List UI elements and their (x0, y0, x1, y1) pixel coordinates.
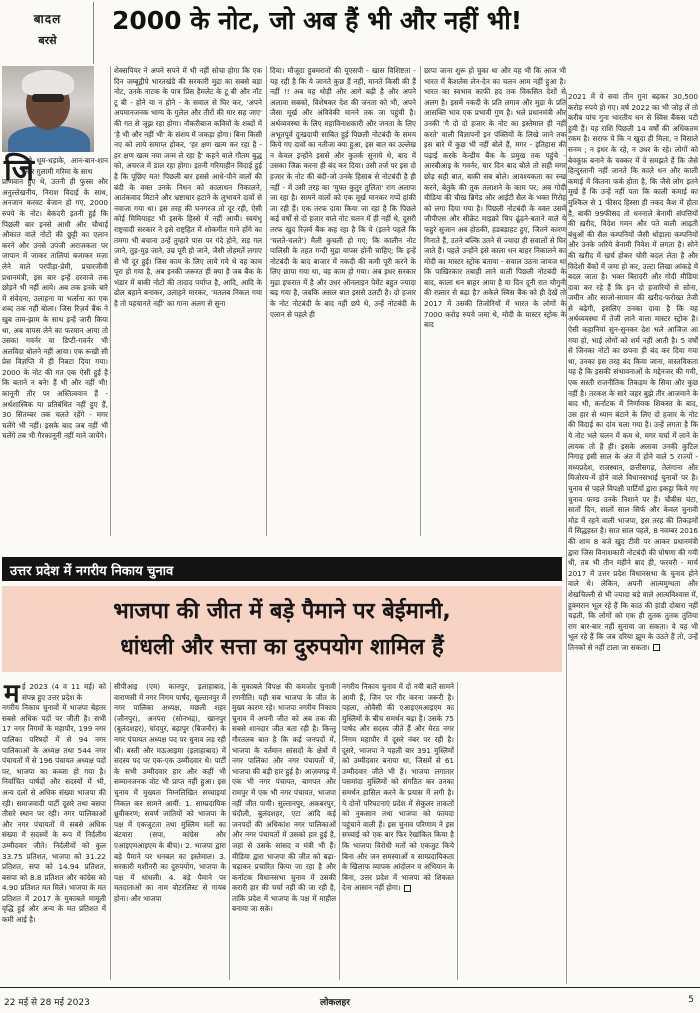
column-divider (566, 92, 567, 984)
story-headline (2, 586, 562, 672)
article-headline: 2000 के नोट, जो अब हैं भी और नहीं भी! (112, 6, 523, 35)
article-column-1 (2, 153, 108, 536)
article-column-2: शेक्सपियर ने अपने सपने में भी नहीं सोचा होगा कि एक दिन जम्बूद्वीपे भारतखंडे की सरकारी मुद्रा का सबसे बड़ा नोट, उनके नाटक के पात्र प्रिंस हैमलेट के टू बी और नॉट टू बी - होने या न होने - के सवाल से घिर कर, 'अपने अपमानजनक भाग्य के गुलेल और तीरों की मार सह जाए' की गत से जूझ रहा होगा। नौकरीबाज कवियों के शब्दों में 'है भी और नहीं भी' के संशय में जकड़ा होगा। बिना किसी नए को लाये समाप्त होकर, 'हर क्षण खत्म कर रहा है - हर क्षण खत्म नया जन्म ले रहा है' कहने वाले गौतम बुद्ध को, अचरज में डाल रहा होगा। इतनी गरिमाहीन विदाई हुई है कि पूछिए मत! पिछली बार इससे आधे-पौने वालों की बंदी के वक्त उनके निधन को कालाधन निकालने, आतंकवाद मिटाने और भ्रष्टाचार हटाने के लुभावने दावों से नवाजा गया था। इस तरह की घनगरज तो दूर रही, ऐसी कोई मिमियाहट भी इसके हिस्से में नहीं आयी। स्वयंभू राष्ट्रवादी सरकार ने इसे राष्ट्रहित में शोकगीत गाने होंगे का तमगा भी बचाना उन्हें तुम्हारे पास पर गंदे होने, सड़ गल जाने, तुड़-मुड़ जाने, उम्र पूरी हो जाने, जैसी तोहमतें लगाए से भी दूर हुई। जिस काम के लिए लाये गये थे वह काम पूरा हो गया है, अब इनकी जरूरत ही क्या है जब बैंक के भंडार में बाकी नोटों की तादाद पर्याप्त है, आदि, आदि के ढोल बहाने बनाकर, उलाहने मारकर, 'मतलब निकल गया है तो पहचानते नहीं' का गाना अलग से सुना (114, 66, 262, 309)
section-label: उत्तर प्रदेश में नगरीय निकाय चुनाव (10, 564, 174, 579)
article-column-3: दिया। मौजूदा हुक्मरानों की यूएसपी - खास विशिष्टता - यह रही है कि ये जानते कुछ हैं नहीं, मानते किसी की हैं नहीं !! अब यह थोड़ी और आगे बढ़ी है और अपने अलावा सबको, विशेषकर देश की जनता को भी, अपने जैसा मूर्ख और अविवेकी मानने तक जा पहुंची है। अर्थव्यवस्था के लिए महाविनाशकारी और जनता के लिए अभूतपूर्व दुःखदायी साबित हुई पिछली नोटबंदी के समय किये गए दावों का नतीजा क्या हुआ, इस बात का उल्लेख न केवल इन्होंने इससे और कुतर्क सुनाये थे, बाद में उसका जिक्र करना ही बंद कर दिया। उसी तर्ज पर इस दो हजार के नोट की बंदी-जो उनके हिसाब से नोटबंदी है ही नहीं - में उसी तरह का 'मुफ्त कुतुर तुलिता' राग अलापा जा रहा है। सामने वालों को एक मूर्ख मानकर गप्पें हांकी जा रही हैं। एक तरफ दावा किया जा रहा है कि पिछले कई वर्षों से दो हजार वाले नोट चलन में ही नहीं थे, दूसरी तरफ खुद रिज़र्व बैंक कह रहा है कि ये (इतने पहले कि 'चलते-चलते') मैली कुचली हो गए; कि कालीन नोट पालिसी के तहत गन्दी मुद्रा वापस होनी चाहिए; कि इन्हें नोटबंदी के बाद बाजार में नकदी की कमी पूरी करने के लिए छापा गया था, वह काम हो गया। अब इधर सरकार मुद्रा इफरात में है और उधर ऑनलाइन पेमेंट बहुत ज्यादा बढ़ गया है, जबकि असल बात इससे उलटी है। दो हजार के नोट नोटबंदी के बाद नहीं छपे थे, उन्हें नोटबंदी के एलान से पहले ही (270, 66, 416, 319)
story-column-1-text: नगरीय निकाय चुनावों में भाजपा बेहतर सबसे अधिक पदों पर जीती है। सभी 17 नगर निगमों के महापौर, 199 नगर पालिका परिषदों में से 94 नगर पालिकाओं के अध्यक्ष तथा 544 नगर पंचायतों में से 196 पंचायत अध्यक्ष पदों पर, भाजपा का कब्जा हो गया है। निर्वाचित पार्षदों और सदस्यों में भी, अन्य दलों से अधिक संख्या भाजपा की रही। समाजवादी पार्टी दूसरे तथा बसपा तीसरे स्थान पर रही। नगर पालिकाओं और नगर पंचायतों में सबसे अधिक संख्या में सदस्यों के रूप में निर्दलीय उम्मीदवार जीते। निर्दलीयों को कुल 33.75 प्रतिशत, भाजपा को 31.22 प्रतिशत, सपा को 14.94 प्रतिशत, बसपा को 8.8 प्रतिशत और कांग्रेस को 4.90 प्रतिशत मत मिले। भाजपा के मत प्रतिशत में 2017 के मुकाबले मामूली वृद्धि हुई और अन्य के मत प्रतिशत में कमी आई है। (2, 703, 106, 925)
story-column-5 (460, 682, 564, 982)
footer-publication: लोकलहर (320, 998, 350, 1008)
story-column-4 (342, 682, 454, 982)
page-number: 5 (688, 995, 694, 1005)
column-divider (457, 682, 458, 980)
article-column-5 (568, 92, 698, 984)
article-column-4: छापा जाना शुरू हो चुका था और यह भी कि आज भी भारत में कैशलेस लेन-देन का चलन आम नहीं हुआ है। भारत का स्वभाव काफी हद तक विकसित देशों से अलग है। इसमें नकदी के प्रति लगाव और मुद्रा के प्रति आसक्ति भाव एक प्रभावी गुण है। भले प्रधानमंत्री और उनकी 'गै दो दो हजार के नोट का इस्तेमाल ही नहीं करते' वाली विज्ञापनों इन पंक्तियों के लिखे जाने तक इस बारे में कुछ भी नहीं बोले हैं, मगर - इतिहास की पढ़ाई करके केन्द्रीय बैंक के प्रमुख तक पहुंचे - आरबीआइ के गवर्नर, चार दिन बाद बोले तो सही मगर छोड़ सही बात, बाकी सब बोले। आवश्यकता का रुख करने, बेतुके की तुक तलाशने के काम पर, अब गोदी मीडिया की चीख ब्रिगेड और आईटी सैल के भक्त गिरोह को लगा दिया गया है। पिछली नोटबंदी के वक्त उसमें जीपीएस और सीक्रेट माइक्रो चिप ढूंढ़ने-बताने वाले ये फहुरे सुजान अब होठकी, हडबड़ाहट हुए, जितने कारण गिनाते हैं, उतने बल्कि उतने से ज्यादा ही सवालों से घिर जाते हैं। पहले उन्होंने इसे काला धन बाहर निकालने का मोदी का मास्टर स्ट्रोक बताया - सवाल उठना जायज था कि पाखिरकार तबाही लाने वाली पिछली नोटबंदी के बाद, काला धन बाहर आया है या दिन दूनी रात चौगुनी की रफ़्तार से बढ़ा है? अकेले स्विस बैंक को ही देखें तो 2017 में उसकी तिजोरियों में भारत के लोगों के 7000 करोड़ रुपये जमा थे, मोदी के मास्टर स्ट्रोक के बाद (424, 66, 566, 330)
story-column-4-text: नगरीय निकाय चुनाव में दो नयी बातें सामने आयी हैं, जिन पर गौर करना जरूरी है। पहला, ओवैसी की एआइएमआइएम का मुस्लिमों के बीच समर्थन बढ़ा है। उसके 75 पार्षद और सदस्य जीते हैं और मेरठ नगर निगम महापौर में दूसरे नंबर पर रही है। दूसरे, भाजपा ने पहली बार 391 मुस्लिमों को उम्मीदवार बनाया था, जिसमें से 61 उम्मीदवार जीते भी हैं। भाजपा लगातार पसमांदा मुस्लिमों को संगठित कर उनका समर्थन हासिल करने के प्रयास में लगी है। ये दोनों परिघटनाएं प्रदेश में सेकुलर ताकतों को नुकसान तथा भाजपा को फायदा पहुंचाने वाली हैं। इस चुनाव परिणाम ने इस सच्चाई को एक बार फिर रेखांकित किया है कि भाजपा विरोधी मतों को एकजुट किये बिना और जन समस्याओं व साम्प्रदायिकता के खिलाफ व्यापक आंदोलन व अभियान के बिना, उत्तर प्रदेश में भाजपा को शिकस्त देना आसान नहीं होगा। (342, 682, 454, 893)
column-divider (110, 66, 111, 536)
story-dropcap: म (4, 679, 20, 709)
columnist-portrait-icon (2, 66, 94, 152)
column-divider (266, 66, 267, 536)
story-headline-line-2: धांधली और सत्ता का दुरुपयोग शामिल हैं (120, 635, 444, 660)
section-band (2, 557, 562, 581)
story-column-1 (2, 679, 106, 982)
footer-rule (0, 987, 700, 988)
column-divider (420, 66, 421, 536)
story-column-2: सीपीआइ (एम) कानपुर, इलाहाबाद, वाराणसी में नगर निगम पार्षद, सुल्तानपुर में नगर पालिका अध्यक्ष, मछली शहर (जौनपुर), अनपरा (सोनभद्र), खानपुर (बुलंदशहर), चांदपुर, बढ़ापुर (बिजनौर) के नगर पंचायत अध्यक्ष पद पर चुनाव लड़ रही थी। बस्ती और मऊआइमा (इलाहाबाद) में सदस्य पद पर एक-एक उम्मीदवार थे। पार्टी के सभी उम्मीदवार हार और कहीं भी सम्मानजनक वोट भी प्राप्त नहीं हुआ। इस चुनाव में मुख्यतः निम्नलिखित सच्चाइयां निकल कर सामने आयीं: 1. साम्प्रदायिक ध्रुवीकरण; सवर्ण जातियों को भाजपा के पक्ष में एकजुटता तथा मुस्लिम मतों का बंटवारा (सपा, कांग्रेस और एआइएमआइएम के बीच)। 2. भाजपा द्वारा बड़े पैमाने पर धनबल का इस्तेमाल। 3. सरकारी मशीनरी का दुरुपयोग, भाजपा के पक्ष में धांधली। 4. बड़े पैमाने पर मतदाताओं का नाम वोटरलिस्ट से गायब होना। और भाजपा (114, 682, 226, 903)
column-divider (339, 682, 340, 980)
story-lead-line: ई 2023 (4 व 11 मई) को संपन्न हुए उत्तर प्रदेश के (22, 682, 106, 702)
byline-role: बरसे (38, 34, 57, 47)
column-divider (229, 682, 230, 980)
story-headline-line-1: भाजपा की जीत में बड़े पैमाने पर बेईमानी, (113, 599, 451, 624)
column-divider (110, 682, 111, 980)
end-mark-icon (404, 885, 411, 892)
byline-name: बादल (33, 12, 62, 26)
article-column-1-text: प्राणवान हुए थे, उतनी ही फुस्स और अनुल्लेखनीय, निराश विदाई के साथ, अनजान करवट बेजान हो गए, 2000 रुपये के नोट। बेकदरी इतनी हुई कि पिछली बार इनसे आधी और चौथाई औकात वाले नोटों की छुट्टी का एलान करने और उनसे उपजी अराजकता पर जापान में जाकर तालियां बजाकर मज़ा लेने वाले परपीड़ा-प्रेमी, प्रचारजीवी प्रधानमंत्री, इस बार इन्हें दरवाजे तक छोड़ने भी नहीं आये। अब तक इनके बारे में संवेदना, उलाहना या भर्त्सना का एक शब्द तक नहीं बोला। जिस रिज़र्व बैंक ने खुब ताम-झाम के साथ इन्हें जारी किया था, अब वापस लेने का फरमान आया तो उसका गवर्नर या डिप्टी-गवर्नर भी अलविदा बोलने नहीं आया। एक रूखी सी प्रेस विज्ञप्ति में ही निबटा दिया गया। 2000 के नोट की गत एक ऐसी हुई है कि बताने न बने! हैं भी और नहीं भी! कानूनी तौर पर अस्तित्ववान हैं - अर्थशास्त्रिक या प्रतिबंधित नहीं हुए हैं, 30 सितम्बर तक चलते रहेंगे - मगर चलेंगे भी नहीं। इसके बाद जब नहीं भी चलेंगे तब भी गैरकानूनी नहीं माने जायेंगे। (2, 177, 108, 441)
byline (2, 2, 94, 64)
article-lead-line: तने धूम-धड़ाके, आन-बान-शान और ग़ुलामी गरिमा के साथ (24, 156, 108, 176)
article-dropcap: जि (4, 153, 35, 188)
footer-date: 22 मई से 28 मई 2023 (4, 998, 90, 1008)
end-mark-icon (653, 644, 660, 651)
story-column-3: के मुकाबले विपक्ष की कमजोर चुनावी रणनीति। यही सब भाजपा के जीत के मुख्य कारण रहे। भाजपा नगरीय निकाय चुनाव में अपनी जीत को अब तक की सबसे शानदार जीत बता रही है। किन्तु गौरतलब बात है कि कई जनपदों में, भाजपा के वर्तमान सांसदों के क्षेत्रों में नगर पालिका और नगर पंचायतों में, भाजपा की बड़ी हार हुई है। आज़मगढ़ में एक भी नगर पंचायत, बागपत और रामपुर में एक भी नगर पंचायत, भाजपा नहीं जीत पायी। सुल्तानपुर, अकबरपुर, चंदौली, बुलंदशहर, एटा आदि कई जनपदों की अधिकांश नगर पालिकाओं और नगर पंचायतों में उसको हार हुई है, जहां से उसके सांसद व मंत्री भी हैं। मीडिया द्वारा भाजपा की जीत को बढ़ा-चढ़ाकर प्रचारित किया जा रहा है और कर्नाटक विधानसभा चुनाव में उसकी करारी हार की चर्चा नहीं की जा रही है, ताकि प्रदेश में भाजपा के पक्ष में माहौल बनाया जा सके। (232, 682, 336, 914)
article-column-5-text: 2021 में ये सवा तीन गुना बढ़कर 30,500 करोड़ रुपये हो गए। वर्ष 2022 का भी जोड़ लें तो करीब पांच गुना भारतीय धन से स्विस बैंकस पटी हुयी हैं। यह राशि पिछली 14 वर्षों की अधिकतम रकम है। सराफ ये कि न खुदा ही मिला, न विसाले सनम ; न इधर के रहे, न उधर के रहे। लोगों को बेवकूफ़ बनाने के चक्कर में वे समझते हैं कि जैसे हिन्दुस्तानी नहीं जानते कि काले धन और काली कमाई में कितना फर्क होता है, कि जैसे लोग इतने मूर्ख हैं कि उन्हें नहीं पता कि काली कमाई का मुश्किल से 1 फीसद हिस्सा ही नकद कैश में होता है, बाकी 99फीसद तो धननाले बेनामी संपत्तियों की ख़रीद, विदेश गमन और पते वाली आढ़ती बंधुओं की सैल कम्पनियों जैसी थोड़ाला कम्पनियों और उनके जरिये बेनामी निवेश में लगता है। सोने की खरीद में खर्च होकर चोरी बदल लेता है और विदेशी बैंकों में जमा हो कर, उल्टा लिखा आंकड़े में बदल जाता है। भक्त बिरादरी और गोदी मीडिया दावा कर रहे हैं कि इन दो हजारियों से सोना, जमीन और साजो-सामान की खरीद-फरोख्त तेजी से बढ़ेगी, इसलिए उनका दावा है कि यह अर्थव्यवस्था में तेजी लाने वाला मास्टर स्ट्रोक है। ऐसी कहानियां सुन-सुनकर देश भले आजिज आ गया हो, भाई लोगों को शर्म नहीं आती है। 5 वर्षों से जिनका नोटों का छपना ही बंद कर दिया गया था, उनका इस तरह बंद किया जाना, वास्तविकता यह है कि इसकी संभावनाओं के मद्देनजर की गयी, एक सस्ती राजनीतिक तिकड़म के सिवा और कुछ नहीं है। तरकश के सारे जहर बुझे तीर आजमाने के बाद भी, कर्नाटक में निर्णायक शिकस्त के बाद, उस हार से ध्यान बंटाने के लिए दो हजार के नोट की विदाई का दांव चला गया है। उन्हें लगता है कि ये नोट भले चलन में कम थे, मगर चर्चा में लाने के लायक तो हैं ही। इसके अलावा उनकी कुटिल निगाह इसी साल के अंत में होने वाले 5 राज्यों - मध्यप्रदेश, राजस्थान, छत्तीसगढ़, तेलंगाना और मिजोरम-में होने वाले विधानसभाई चुनावों पर है। चुनाव से पहले विपक्षी पार्टियों द्वारा इकट्ठा किये गए चुनाव फण्ड उनके निशाने पर हैं। चौबीस घंटा, सातों दिन, सालों साल सिर्फ और केवल चुनावी मोड में रहने वाली भाजपा, इस तरह की तिकड़मों में सिद्धहस्त है। सात साल पहले, 8 नवम्बर 2016 की शाम 8 बजे खुद टीवी पर आकर प्रधानमंत्री द्वारा जिस विनाशकारी नोटबंदी की घोषणा की गयी थी, तब भी तीन महीने बाद ही, फरवरी - मार्च 2017 में उत्तर प्रदेश विधानसभा के चुनाव होने वाले थे। लेकिन, अपनी आत्ममुग्धता और शेखचिल्ली से भी ज्यादा बड़े वाले आत्मविश्वास में, हुक्मरान भूल रहे हैं कि काठ की हांडी दोबारा नहीं चढ़ती, कि लोगों को एक ही तुतक तुतक तुतिया राग बार-बार नहीं सुनाया जा सकता। वे यह भी भूल रहे हैं कि जब दरिया झूम के उठते हैं तो, उन्हें तिनकों से नहीं टाला जा सकता। (568, 92, 698, 652)
